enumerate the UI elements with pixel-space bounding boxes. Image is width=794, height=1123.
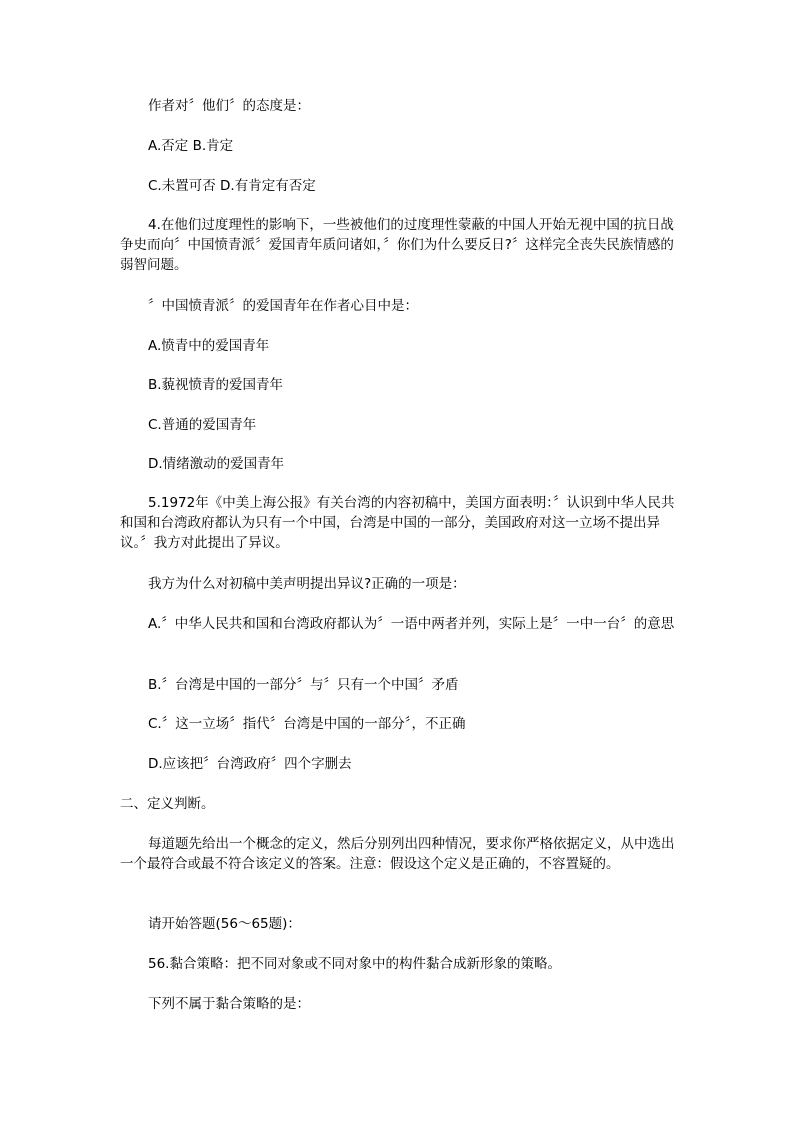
- option-4a: A.愤青中的爱国青年: [148, 338, 270, 354]
- option-5b: B.〞台湾是中国的一部分〞与〞只有一个中国〞矛盾: [148, 677, 459, 693]
- section-instructions: 每道题先给出一个概念的定义，然后分别列出四种情况，要求你严格依据定义，从中选出一个最符合或最不符合该定义的答案。注意：假设这个定义是正确的，不容置疑的。: [120, 836, 675, 872]
- option-5a: A.〞中华人民共和国和台湾政府都认为〞一语中两者并列，实际上是〞一中一台〞的意思: [148, 616, 675, 632]
- option-line-cd: C.未置可否 D.有肯定有否定: [148, 178, 316, 194]
- question-stem-attitude: 作者对〞他们〞的态度是：: [148, 98, 310, 114]
- passage-56: 56.黏合策略：把不同对象或不同对象中的构件黏合成新形象的策略。: [148, 956, 561, 972]
- option-5d: D.应该把〞台湾政府〞四个字删去: [148, 756, 352, 772]
- question-stem-56: 下列不属于黏合策略的是：: [148, 996, 310, 1012]
- passage-4: 4.在他们过度理性的影响下，一些被他们的过度理性蒙蔽的中国人开始无视中国的抗日战争史而向〞中国愤青派〞爱国青年质问诸如，〞你们为什么要反日?〞这样完全丧失民族情感的弱智问题。: [120, 217, 674, 273]
- question-stem-4: 〞中国愤青派〞的爱国青年在作者心目中是：: [148, 298, 418, 314]
- option-4b: B.藐视愤青的爱国青年: [148, 377, 284, 393]
- section-heading-definition: 二、定义判断。: [120, 796, 215, 812]
- question-stem-5: 我方为什么对初稿中美声明提出异议?正确的一项是：: [148, 576, 466, 592]
- passage-5: 5.1972年《中美上海公报》有关台湾的内容初稿中，美国方面表明：〞认识到中华人民共和国和台湾政府都认为只有一个中国，台湾是中国的一部分，美国政府对这一立场不提出异议。〞我方对此提出了异议。: [120, 495, 675, 551]
- option-5c: C.〞这一立场〞指代〞台湾是中国的一部分〞，不正确: [148, 716, 466, 732]
- option-line-ab: A.否定 B.肯定: [148, 138, 234, 154]
- option-4c: C.普通的爱国青年: [148, 417, 257, 433]
- answer-range-note: 请开始答题(56～65题)：: [148, 916, 301, 932]
- option-4d: D.情绪激动的爱国青年: [148, 456, 285, 472]
